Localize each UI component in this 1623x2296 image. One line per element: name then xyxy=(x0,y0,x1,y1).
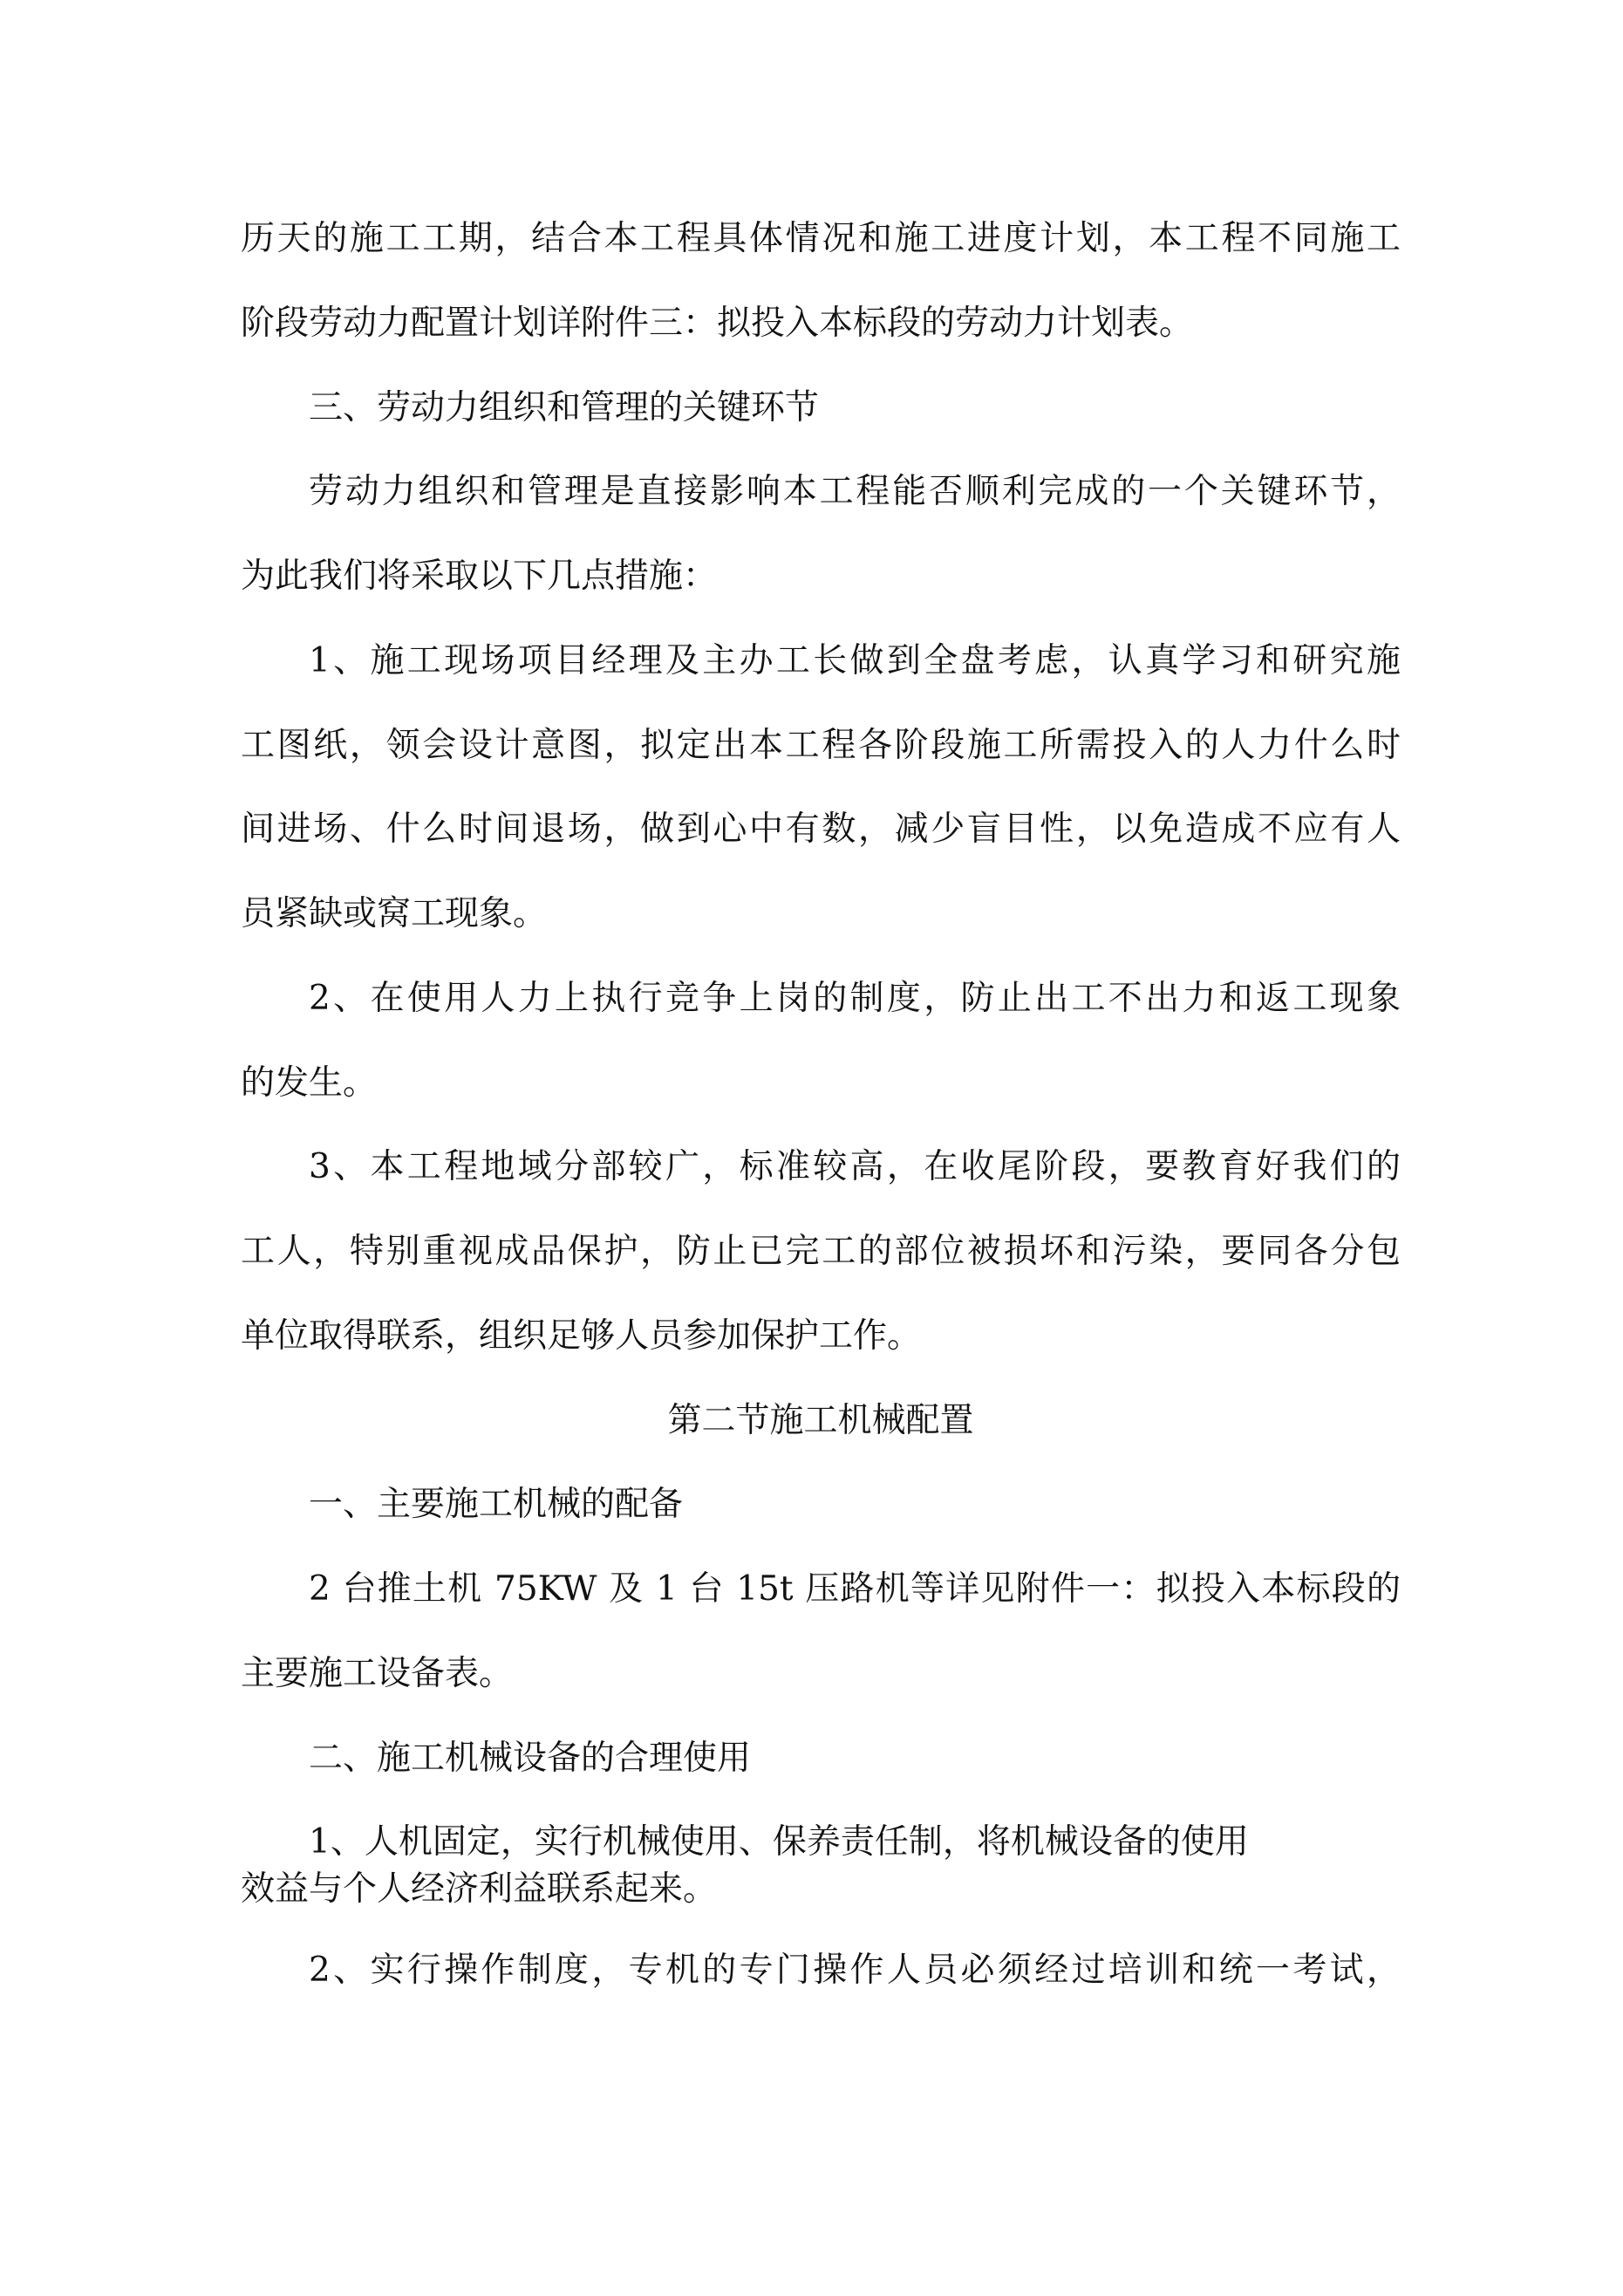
section-heading: 三、劳动力组织和管理的关键环节 xyxy=(309,388,820,427)
paragraph-line: 2、实行操作制度，专机的专门操作人员必须经过培训和统一考试， xyxy=(309,1951,1401,1990)
paragraph-line: 2、在使用人力上执行竞争上岗的制度，防止出工不出力和返工现象 xyxy=(309,979,1401,1018)
paragraph-line: 为此我们将采取以下几点措施： xyxy=(241,557,718,596)
section-heading: 二、施工机械设备的合理使用 xyxy=(309,1739,752,1778)
paragraph-line: 3、本工程地域分部较广，标准较高，在收尾阶段，要教育好我们的 xyxy=(309,1147,1401,1186)
section-heading: 一、主要施工机械的配备 xyxy=(309,1485,684,1524)
paragraph-line: 工图纸，领会设计意图，拟定出本工程各阶段施工所需投入的人力什么时 xyxy=(241,726,1401,765)
paragraph-line: 劳动力组织和管理是直接影响本工程能否顺利完成的一个关键环节， xyxy=(309,472,1401,511)
paragraph-line: 主要施工设备表。 xyxy=(241,1654,514,1693)
section-title: 第二节施工机械配置 xyxy=(667,1401,974,1440)
paragraph-line: 工人，特别重视成品保护，防止已完工的部位被损坏和污染，要同各分包 xyxy=(241,1232,1401,1271)
paragraph-line: 2 台推土机 75KW 及 1 台 15t 压路机等详见附件一：拟投入本标段的 xyxy=(309,1569,1401,1609)
paragraph-line: 历天的施工工期，结合本工程具体情况和施工进度计划，本工程不同施工 xyxy=(241,219,1401,258)
paragraph-line: 的发生。 xyxy=(241,1063,378,1103)
paragraph-line: 1、施工现场项目经理及主办工长做到全盘考虑，认真学习和研究施 xyxy=(309,641,1401,680)
paragraph-line: 单位取得联系，组织足够人员参加保护工作。 xyxy=(241,1316,922,1356)
paragraph-line: 间进场、什么时间退场，做到心中有数，减少盲目性，以免造成不应有人 xyxy=(241,810,1401,849)
paragraph-line: 1、人机固定，实行机械使用、保养责任制，将机械设备的使用 xyxy=(309,1822,1249,1862)
paragraph-line: 效益与个人经济利益联系起来。 xyxy=(241,1869,718,1909)
paragraph-line: 员紧缺或窝工现象。 xyxy=(241,894,548,933)
paragraph-line: 阶段劳动力配置计划详附件三：拟投入本标段的劳动力计划表。 xyxy=(241,304,1194,343)
